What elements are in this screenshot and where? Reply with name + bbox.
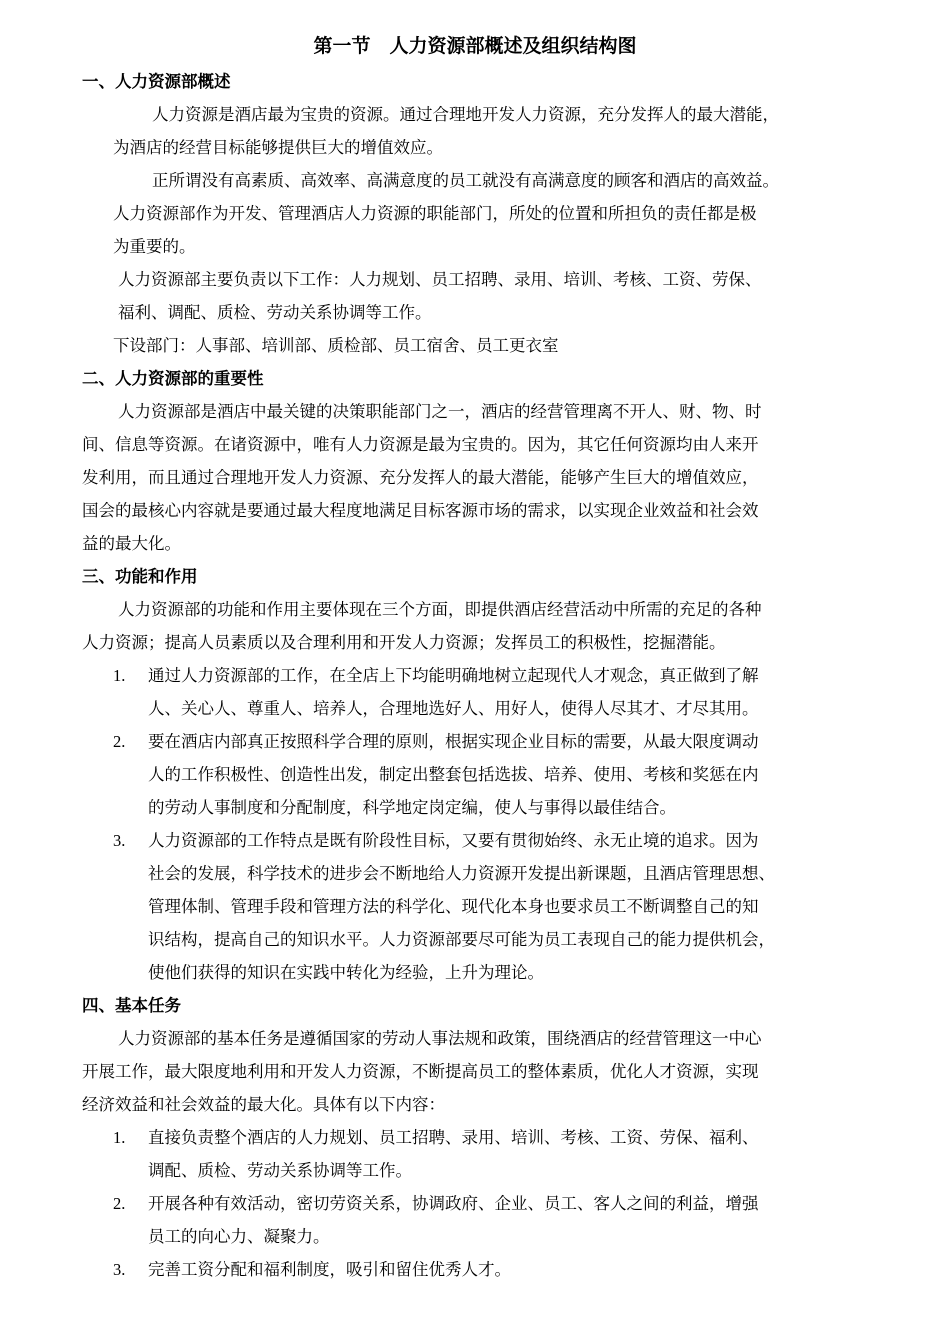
- list-item-line: 社会的发展，科学技术的进步会不断地给人力资源开发提出新课题，且酒店管理思想、: [148, 864, 775, 883]
- list-number: 3.: [113, 1260, 126, 1279]
- paragraph-line: 国会的最核心内容就是要通过最大程度地满足目标客源市场的需求，以实现企业效益和社会效: [82, 501, 759, 520]
- list-item-line: 的劳动人事制度和分配制度，科学地定岗定编，使人与事得以最佳结合。: [148, 798, 676, 817]
- paragraph-line: 人力资源部是酒店中最关键的决策职能部门之一，酒店的经营管理离不开人、财、物、时: [118, 402, 762, 421]
- section-heading-importance: 二、人力资源部的重要性: [82, 369, 264, 388]
- section-heading-functions: 三、功能和作用: [82, 567, 198, 586]
- list-item-line: 开展各种有效活动，密切劳资关系，协调政府、企业、员工、客人之间的利益，增强: [148, 1194, 759, 1213]
- list-item-line: 人、关心人、尊重人、培养人，合理地选好人、用好人，使得人尽其才、才尽其用。: [148, 699, 759, 718]
- list-item-line: 直接负责整个酒店的人力规划、员工招聘、录用、培训、考核、工资、劳保、福利、: [148, 1128, 759, 1147]
- paragraph-line: 正所谓没有高素质、高效率、高满意度的员工就没有高满意度的顾客和酒店的高效益。: [152, 171, 779, 190]
- list-item-line: 完善工资分配和福利制度，吸引和留住优秀人才。: [148, 1260, 511, 1279]
- list-item-line: 使他们获得的知识在实践中转化为经验，上升为理论。: [148, 963, 544, 982]
- list-item-line: 要在酒店内部真正按照科学合理的原则，根据实现企业目标的需要，从最大限度调动: [148, 732, 759, 751]
- list-item-line: 识结构，提高自己的知识水平。人力资源部要尽可能为员工表现自己的能力提供机会，: [148, 930, 775, 949]
- paragraph-line: 发利用，而且通过合理地开发人力资源、充分发挥人的最大潜能，能够产生巨大的增值效应，: [82, 468, 759, 487]
- list-number: 1.: [113, 666, 126, 685]
- paragraph-line: 经济效益和社会效益的最大化。具体有以下内容：: [82, 1095, 445, 1114]
- paragraph-line: 人力资源部作为开发、管理酒店人力资源的职能部门，所处的位置和所担负的责任都是极: [113, 204, 757, 223]
- list-number: 2.: [113, 1194, 126, 1213]
- paragraph-line: 人力资源部的功能和作用主要体现在三个方面，即提供酒店经营活动中所需的充足的各种: [118, 600, 762, 619]
- paragraph-line: 下设部门：人事部、培训部、质检部、员工宿舍、员工更衣室: [113, 336, 559, 355]
- paragraph-line: 人力资源；提高人员素质以及合理利用和开发人力资源；发挥员工的积极性，挖掘潜能。: [82, 633, 726, 652]
- paragraph-line: 开展工作，最大限度地利用和开发人力资源，不断提高员工的整体素质，优化人才资源，实现: [82, 1062, 759, 1081]
- section-heading-basic-tasks: 四、基本任务: [82, 996, 181, 1015]
- paragraph-line: 间、信息等资源。在诸资源中，唯有人力资源是最为宝贵的。因为，其它任何资源均由人来开: [82, 435, 759, 454]
- paragraph-line: 人力资源部主要负责以下工作：人力规划、员工招聘、录用、培训、考核、工资、劳保、: [118, 270, 762, 289]
- paragraph-line: 益的最大化。: [82, 534, 181, 553]
- section-heading-overview: 一、人力资源部概述: [82, 72, 231, 91]
- list-number: 3.: [113, 831, 126, 850]
- list-number: 2.: [113, 732, 126, 751]
- page-title: 第一节 人力资源部概述及组织结构图: [313, 35, 637, 57]
- list-item-line: 调配、质检、劳动关系协调等工作。: [148, 1161, 412, 1180]
- paragraph-line: 为酒店的经营目标能够提供巨大的增值效应。: [113, 138, 443, 157]
- list-item-line: 人力资源部的工作特点是既有阶段性目标，又要有贯彻始终、永无止境的追求。因为: [148, 831, 759, 850]
- list-item-line: 管理体制、管理手段和管理方法的科学化、现代化本身也要求员工不断调整自己的知: [148, 897, 759, 916]
- paragraph-line: 人力资源部的基本任务是遵循国家的劳动人事法规和政策，围绕酒店的经营管理这一中心: [118, 1029, 762, 1048]
- list-item-line: 人的工作积极性、创造性出发，制定出整套包括选拔、培养、使用、考核和奖惩在内: [148, 765, 759, 784]
- paragraph-line: 福利、调配、质检、劳动关系协调等工作。: [118, 303, 432, 322]
- list-item-line: 员工的向心力、凝聚力。: [148, 1227, 330, 1246]
- paragraph-line: 人力资源是酒店最为宝贵的资源。通过合理地开发人力资源，充分发挥人的最大潜能，: [152, 105, 779, 124]
- list-item-line: 通过人力资源部的工作，在全店上下均能明确地树立起现代人才观念，真正做到了解: [148, 666, 759, 685]
- list-number: 1.: [113, 1128, 126, 1147]
- paragraph-line: 为重要的。: [113, 237, 196, 256]
